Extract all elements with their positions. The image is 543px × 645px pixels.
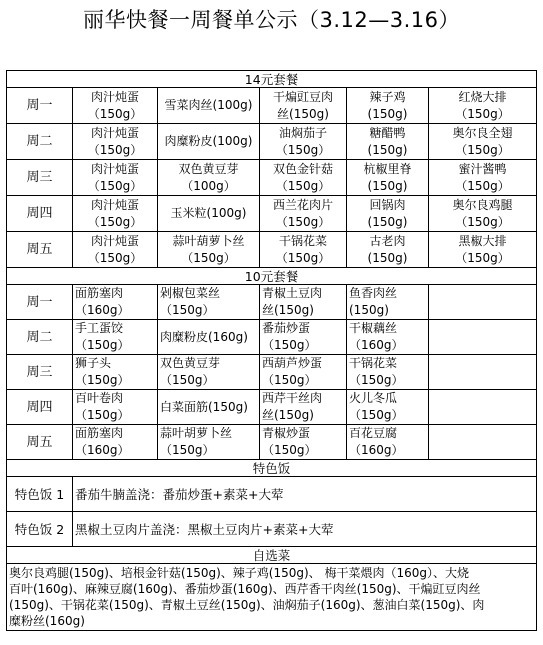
menu-table [6, 70, 537, 631]
dish-cell [347, 196, 429, 232]
dish-cell-line: （150g） [275, 214, 331, 229]
dish-cell-line: （150g） [275, 178, 331, 193]
dish-cell [158, 232, 260, 268]
dish-cell-line: （160g） [349, 443, 404, 457]
empty-cell [429, 285, 537, 320]
dish-cell [260, 88, 347, 124]
day-label: 周四 [7, 390, 73, 425]
dish-cell [73, 320, 158, 355]
table-row [7, 390, 537, 425]
dish-cell [158, 390, 260, 425]
special-header: 特色饭 [7, 460, 537, 477]
day-label: 周五 [7, 232, 73, 268]
page-title: 丽华快餐一周餐单公示（3.12—3.16） [82, 8, 460, 32]
dish-cell-line: (150g) [367, 250, 408, 265]
dish-cell-line: （150g） [262, 373, 317, 387]
dish-cell-line: （150g） [349, 373, 404, 387]
dish-cell [73, 425, 158, 460]
dish-cell [429, 124, 537, 160]
dish-cell-line: 蒜叶葫萝卜丝 [172, 233, 245, 248]
day-label: 周四 [7, 196, 73, 232]
dish-cell [347, 285, 429, 320]
dish-cell-line: （150g） [455, 142, 510, 157]
set10-header: 10元套餐 [7, 268, 537, 285]
dish-cell-line: (150g) [367, 178, 408, 193]
dish-cell [158, 320, 260, 355]
empty-cell [429, 390, 537, 425]
dish-cell-line: （150g） [75, 338, 130, 352]
dish-cell [158, 285, 260, 320]
dish-cell-line: （160g） [75, 303, 130, 317]
dish-cell-line: 雪菜肉丝(100g) [164, 98, 253, 112]
dish-cell-line: 糖醋鸭 [369, 125, 406, 140]
dish-cell-line: (150g) [367, 142, 408, 157]
dish-cell-line: 火儿冬瓜 [349, 391, 398, 405]
dish-cell-line: 西兰花肉片 [272, 197, 333, 212]
dish-cell [73, 285, 158, 320]
dish-cell-line: 白菜面筋(150g) [160, 399, 248, 414]
day-label: 周三 [7, 355, 73, 390]
dish-cell-line: 西葫芦炒蛋 [262, 356, 323, 370]
table-row [7, 232, 537, 268]
special-label: 特色饭 2 [7, 512, 73, 547]
extra-dishes-line: 糜粉丝(160g) [9, 614, 85, 628]
dish-cell-line: 西芹干丝肉 [262, 391, 323, 405]
dish-cell [429, 160, 537, 196]
table-row [7, 477, 537, 512]
special-label: 特色饭 1 [7, 477, 73, 512]
dish-cell [347, 425, 429, 460]
empty-cell [429, 355, 537, 390]
day-label: 周二 [7, 320, 73, 355]
dish-cell [260, 124, 347, 160]
dish-cell-line: 百叶卷肉 [75, 391, 124, 405]
table-row [7, 320, 537, 355]
dish-cell-line: 狮子头 [75, 356, 112, 370]
dish-cell [347, 232, 429, 268]
dish-cell [260, 196, 347, 232]
dish-cell-line: (150g) [349, 303, 389, 317]
dish-cell [347, 390, 429, 425]
dish-cell-line: 油焖茄子 [278, 125, 327, 140]
dish-cell-line: 干椒藕丝 [349, 321, 398, 335]
dish-cell-line: (150g) [367, 106, 408, 121]
dish-cell [347, 355, 429, 390]
dish-cell-line: 双色黄豆芽 [160, 356, 221, 370]
dish-cell-line: （150g） [87, 178, 143, 193]
extra-header: 自选菜 [7, 547, 537, 564]
dish-cell-line: 肉糜粉皮(100g) [164, 134, 253, 148]
dish-cell-line: 肉汁炖蛋 [90, 233, 139, 248]
dish-cell-line: 红烧大排 [458, 89, 507, 104]
dish-cell-line: 番茄炒蛋 [262, 321, 311, 335]
dish-cell [158, 88, 260, 124]
dish-cell-line: 丝(150g) [262, 303, 314, 317]
empty-cell [429, 425, 537, 460]
dish-cell [73, 232, 158, 268]
dish-cell [260, 320, 347, 355]
dish-cell-line: 双色黄豆芽 [178, 161, 239, 176]
dish-cell-line: （150g） [262, 338, 317, 352]
table-row [7, 124, 537, 160]
day-label: 周三 [7, 160, 73, 196]
table-row [7, 285, 537, 320]
dish-cell-line: （160g） [75, 443, 130, 457]
dish-cell-line: （150g） [262, 443, 317, 457]
table-row [7, 160, 537, 196]
special-description: 黑椒土豆肉片盖浇：黑椒土豆肉片+素菜+大荤 [73, 512, 537, 547]
dish-cell-line: （150g） [275, 250, 331, 265]
dish-cell [347, 124, 429, 160]
dish-cell-line: 干锅花菜 [278, 233, 327, 248]
dish-cell [260, 160, 347, 196]
dish-cell-line: （150g） [160, 443, 215, 457]
dish-cell [429, 88, 537, 124]
dish-cell [429, 232, 537, 268]
table-row [7, 512, 537, 547]
dish-cell [158, 160, 260, 196]
dish-cell-line: （150g） [75, 408, 130, 422]
extra-dishes-line: 奥尔良鸡腿(150g)、培根金针菇(150g)、辣子鸡(150g)、 梅干菜煨肉（160g）、大烧 [9, 566, 469, 580]
dish-cell [73, 196, 158, 232]
dish-cell [260, 232, 347, 268]
dish-cell [260, 390, 347, 425]
dish-cell-line: 肉汁炖蛋 [90, 89, 139, 104]
dish-cell [73, 124, 158, 160]
dish-cell-line: 丝(150g) [262, 408, 314, 422]
dish-cell-line: （150g） [87, 250, 143, 265]
dish-cell [260, 285, 347, 320]
dish-cell-line: 玉米粒(100g) [170, 206, 247, 220]
dish-cell-line: 面筋塞肉 [75, 286, 124, 300]
dish-cell-line: 杭椒里脊 [363, 161, 412, 176]
dish-cell-line: 百花豆腐 [349, 426, 398, 440]
dish-cell-line: （150g） [455, 106, 510, 121]
dish-cell-line: （150g） [455, 178, 510, 193]
extra-dishes [7, 564, 537, 631]
dish-cell-line: （150g） [87, 142, 143, 157]
dish-cell-line: 肉汁炖蛋 [90, 197, 139, 212]
dish-cell-line: 双色金针菇 [272, 161, 333, 176]
dish-cell [73, 390, 158, 425]
dish-cell-line: 蜜汁酱鸭 [458, 161, 507, 176]
dish-cell-line: （150g） [160, 373, 215, 387]
dish-cell-line: 古老肉 [369, 233, 406, 248]
dish-cell-line: （150g） [349, 408, 404, 422]
dish-cell [73, 88, 158, 124]
day-label: 周五 [7, 425, 73, 460]
dish-cell-line: （150g） [87, 214, 143, 229]
dish-cell-line: 蒜叶胡萝卜丝 [160, 426, 233, 440]
dish-cell-line: （150g） [455, 214, 510, 229]
table-row [7, 564, 537, 631]
dish-cell-line: （150g） [160, 303, 215, 317]
table-row [7, 196, 537, 232]
dish-cell-line: （150g） [275, 142, 331, 157]
dish-cell-line: 辣子鸡 [369, 89, 406, 104]
dish-cell [73, 160, 158, 196]
day-label: 周一 [7, 285, 73, 320]
dish-cell [158, 425, 260, 460]
dish-cell-line: 剁椒包菜丝 [160, 286, 221, 300]
dish-cell-line: （150g） [75, 373, 130, 387]
dish-cell-line: 干煸豇豆肉 [272, 89, 333, 104]
dish-cell [347, 88, 429, 124]
dish-cell-line: 奥尔良全翅 [452, 125, 513, 140]
day-label: 周一 [7, 88, 73, 124]
dish-cell [158, 355, 260, 390]
dish-cell-line: 面筋塞肉 [75, 426, 124, 440]
extra-dishes-line: 百叶(160g)、麻辣豆腐(160g)、番茄炒蛋(160g)、西芹香干肉丝(150g)、干煸豇豆肉丝 [9, 582, 481, 596]
dish-cell [347, 160, 429, 196]
dish-cell-line: 手工蛋饺 [75, 321, 124, 335]
special-description: 番茄牛腩盖浇：番茄炒蛋+素菜+大荤 [73, 477, 537, 512]
day-label: 周二 [7, 124, 73, 160]
table-row [7, 355, 537, 390]
dish-cell-line: 青椒炒蛋 [262, 426, 311, 440]
dish-cell-line: 青椒土豆肉 [262, 286, 323, 300]
dish-cell-line: 肉糜粉皮(160g) [160, 329, 248, 344]
dish-cell-line: 黑椒大排 [458, 233, 507, 248]
dish-cell-line: 肉汁炖蛋 [90, 161, 139, 176]
dish-cell [158, 124, 260, 160]
dish-cell-line: （100g） [181, 178, 236, 193]
dish-cell [260, 355, 347, 390]
dish-cell [260, 425, 347, 460]
set14-header: 14元套餐 [7, 71, 537, 88]
table-row [7, 425, 537, 460]
dish-cell-line: （150g） [455, 250, 510, 265]
table-row [7, 88, 537, 124]
dish-cell-line: 鱼香肉丝 [349, 286, 398, 300]
dish-cell [73, 355, 158, 390]
dish-cell-line: （150g） [181, 250, 236, 265]
dish-cell [429, 196, 537, 232]
dish-cell-line: 奥尔良鸡腿 [452, 197, 513, 212]
dish-cell-line: (150g) [367, 214, 408, 229]
dish-cell-line: 回锅肉 [369, 197, 406, 212]
dish-cell-line: （150g） [87, 106, 143, 121]
dish-cell-line: 肉汁炖蛋 [90, 125, 139, 140]
dish-cell-line: 干锅花菜 [349, 356, 398, 370]
dish-cell-line: （160g） [349, 338, 404, 352]
dish-cell [158, 196, 260, 232]
dish-cell-line: 丝(150g) [277, 106, 329, 121]
empty-cell [429, 320, 537, 355]
dish-cell [347, 320, 429, 355]
extra-dishes-line: (150g)、干锅花菜(150g)、青椒土豆丝(150g)、油焖茄子(160g)、葱油白菜(150g)、肉 [9, 598, 485, 612]
